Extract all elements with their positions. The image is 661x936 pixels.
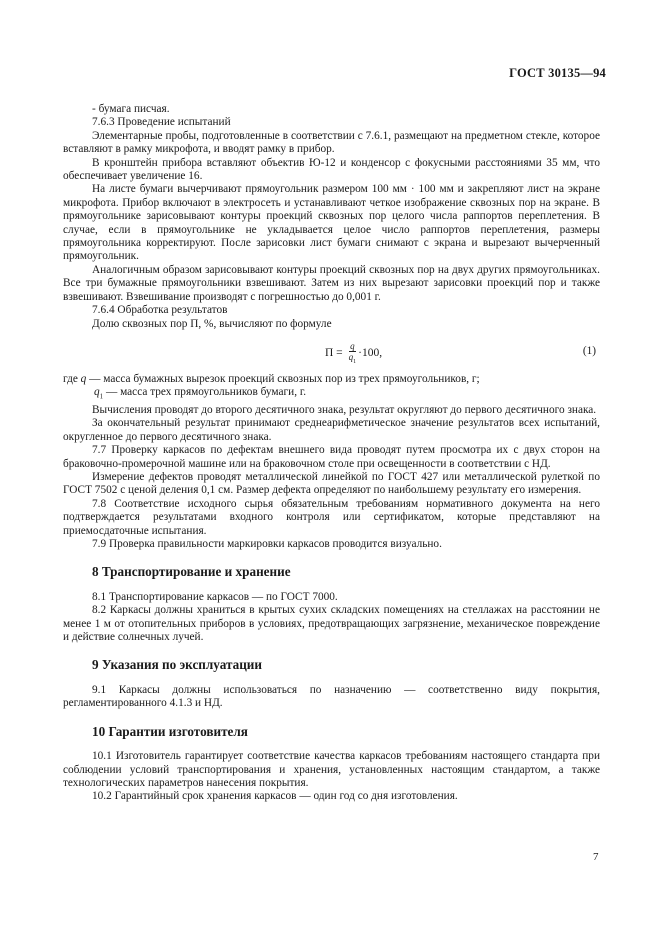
formula-denominator-var: q [348, 351, 354, 362]
paragraph-10-1: 10.1 Изготовитель гарантирует соответствие качества каркасов требованиям настоящего стандарта при соблюдении условий транспортирования и хранения, установленных настоящим стандартом, а также технологических параметров нанесения покрытия. [63, 750, 600, 789]
formula-lhs: П = [325, 347, 343, 360]
paragraph-8-1: 8.1 Транспортирование каркасов — по ГОСТ 7000. [92, 590, 338, 603]
legend-text: — масса бумажных вырезок проекций сквозных пор из трех прямоугольников, г; [86, 372, 480, 385]
section-heading-9: 9 Указания по эксплуатации [92, 657, 263, 673]
list-item-paper: - бумага писчая. [92, 103, 170, 115]
section-heading-8: 8 Транспортирование и хранение [92, 564, 291, 580]
paragraph-8-2: 8.2 Каркасы должны храниться в крытых сухих складских помещениях на стеллажах на расстоянии не менее 1 м от отопительных приборов в условиях, предотвращающих загрязнение, механическое повреждение и действие солнечных лучей. [63, 604, 600, 644]
legend-var-sub: 1 [99, 392, 104, 401]
paragraph: Измерение дефектов проводят металлической линейкой по ГОСТ 427 или металлической рулеткой по ГОСТ 7502 с ценой деления 0,1 см. Размер дефекта определяют по наибольшему результату его измерения. [63, 471, 600, 497]
formula-block [63, 339, 600, 367]
paragraph: В кронштейн прибора вставляют объектив Ю-12 и конденсор с фокусными расстояниями 35 мм, что обеспечивает увеличение 16. [63, 156, 600, 183]
paragraph-7-9: 7.9 Проверка правильности маркировки каркасов проводится визуально. [92, 538, 442, 551]
paragraph: Вычисления проводят до второго десятичного знака, результат округляют до первого десятичного знака. [92, 403, 597, 416]
subsection-title-7-6-4: 7.6.4 Обработка результатов [92, 304, 228, 317]
paragraph-9-1: 9.1 Каркасы должны использоваться по назначению — соответственно виду покрытия, регламентированного 4.1.3 и НД. [63, 683, 600, 710]
legend-var-q1: q [94, 386, 100, 399]
paragraph-7-8: 7.8 Соответствие исходного сырья обязательным требованиям нормативного документа на него подтверждается результатами входного контроля или сертификатом, которые представляют на приемосдаточные испытания. [63, 497, 600, 537]
formula-denominator [349, 352, 357, 367]
page-body [63, 103, 600, 804]
formula-rhs: ·100, [358, 347, 383, 360]
page-number: 7 [593, 851, 599, 863]
paragraph: За окончательный результат принимают среднеарифметическое значение результатов всех испытаний, округленное до первого десятичного знака. [63, 417, 600, 443]
formula-legend-q [63, 373, 600, 386]
formula-legend-q1 [63, 386, 600, 404]
paragraph-7-7: 7.7 Проверку каркасов по дефектам внешнего вида проводят путем просмотра их с двух сторон на браковочно-промерочной машине или на браковочном столе при освещенности в соответствии с НД. [63, 444, 600, 470]
equation-number: (1) [582, 344, 596, 357]
formula-numerator: q [350, 340, 355, 351]
formula-denominator-sub: 1 [353, 358, 357, 365]
subsection-title-7-6-3: 7.6.3 Проведение испытаний [92, 116, 231, 129]
paragraph: Элементарные пробы, подготовленные в соответствии с 7.6.1, размещают на предметном стекле, которое вставляют в рамку микрофота, и вводят рамку в прибор. [63, 129, 600, 156]
formula-fraction [349, 341, 357, 367]
paragraph-10-2: 10.2 Гарантийный срок хранения каркасов — один год со дня изготовления. [92, 790, 458, 803]
legend-prefix: где [63, 372, 78, 385]
document-code-header: ГОСТ 30135—94 [509, 66, 606, 80]
legend-var-q: q [80, 372, 87, 385]
formula [325, 341, 382, 367]
paragraph: На листе бумаги вычерчивают прямоугольник размером 100 мм · 100 мм и закрепляют лист на экране микрофота. Прибор включают в электросеть и устанавливают четкое изображение сквозных пор на экране. В прямоугольнике зарисовывают контуры проекций сквозных пор целого числа раппортов переплетения. В случае, если в прямоугольнике не укладывается целое число раппортов переплетения, размеры прямоугольника корректируют. После зарисовки лист бумаги снимают с экрана и вырезают вычерченный прямоугольник. [63, 183, 600, 263]
legend-text: — масса трех прямоугольников бумаги, г. [103, 386, 307, 399]
paragraph: Аналогичным образом зарисовывают контуры проекций сквозных пор на двух других прямоугольниках. Все три бумажные прямоугольники взвешивают. Затем из них вырезают зарисовки проекций пор и также взвешивают. Взвешивание производят с погрешностью до 0,001 г. [63, 263, 600, 303]
paragraph: Долю сквозных пор П, %, вычисляют по формуле [92, 317, 332, 330]
section-heading-10: 10 Гарантии изготовителя [92, 723, 248, 739]
